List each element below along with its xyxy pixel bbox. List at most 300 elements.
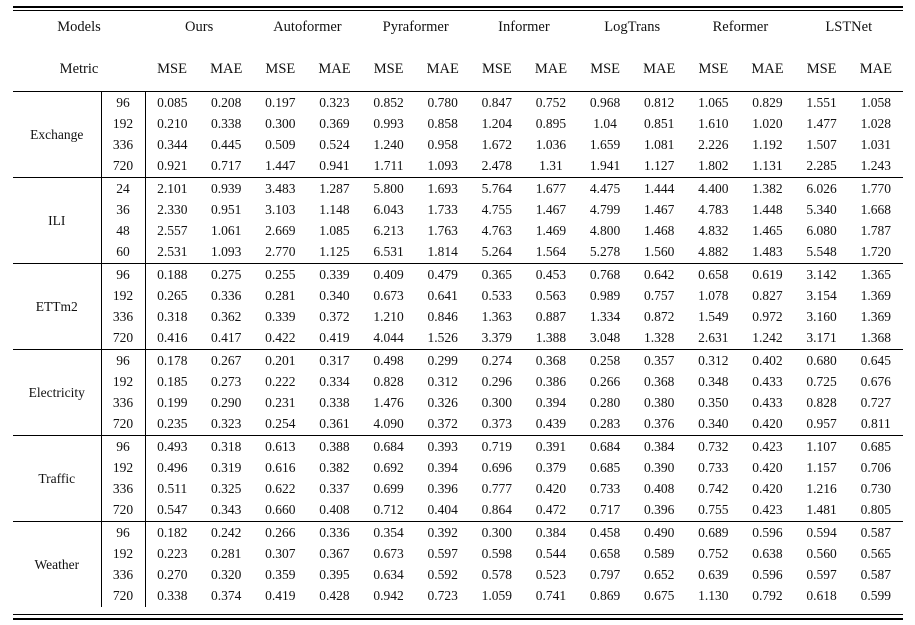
value-cell: 0.578 [481,567,513,583]
value-cell: 0.296 [481,373,513,389]
value-cell: 1.814 [427,244,458,260]
horizon-cell: 336 [101,393,145,414]
value-cell: 0.380 [644,395,675,411]
value-cell-ours: 2.101 [145,178,199,200]
value-cell: 0.565 [860,545,892,561]
value-cell-ours: 0.267 [199,350,253,372]
value-cell: 0.660 [265,502,296,518]
value-cell: 0.851 [644,115,675,131]
value-cell: 1.334 [589,309,621,325]
value-cell: 0.420 [752,416,783,432]
value-cell: 0.872 [644,309,675,325]
value-cell: 1.192 [752,137,783,153]
value-cell: 1.369 [860,287,892,303]
value-cell: 1.382 [740,178,794,200]
value-cell: 0.392 [416,522,470,544]
value-cell: 1.240 [373,137,404,153]
table-row [13,242,903,264]
value-cell: 0.419 [319,330,350,346]
value-cell: 0.420 [535,481,567,497]
value-cell-ours: 0.281 [211,545,242,561]
value-cell: 0.719 [470,436,524,458]
value-cell: 1.469 [535,223,567,239]
table-row [13,221,903,242]
value-cell: 0.307 [265,545,296,561]
value-cell: 0.382 [319,459,350,475]
value-cell: 0.587 [849,522,903,544]
value-cell-ours: 0.336 [211,287,242,303]
value-cell: 0.258 [578,350,632,372]
value-cell: 1.941 [589,158,621,174]
value-cell: 0.887 [535,309,567,325]
value-cell: 0.993 [373,115,404,131]
value-cell: 0.592 [427,567,458,583]
value-cell: 6.026 [795,178,849,200]
value-cell: 0.589 [644,545,675,561]
value-cell-ours: 0.182 [145,522,199,544]
value-cell: 0.676 [860,373,892,389]
value-cell: 1.770 [849,178,903,200]
table-row [13,285,903,306]
value-cell: 0.357 [632,350,686,372]
value-cell: 1.058 [849,92,903,114]
value-cell: 0.386 [535,373,567,389]
table-row [13,307,903,328]
value-cell: 0.599 [860,588,892,604]
value-cell: 0.433 [752,395,783,411]
value-cell: 3.379 [481,330,513,346]
value-cell: 0.490 [632,522,686,544]
value-cell: 0.419 [265,588,296,604]
horizon-cell: 192 [101,457,145,478]
value-cell: 0.365 [470,264,524,286]
value-cell: 4.475 [578,178,632,200]
metric-mae: MAE [849,48,903,92]
value-cell: 0.689 [686,522,740,544]
value-cell: 3.171 [806,330,837,346]
value-cell: 0.941 [319,158,350,174]
value-cell: 6.531 [373,244,404,260]
value-cell: 5.264 [481,244,513,260]
value-cell: 0.597 [427,545,458,561]
value-cell: 1.551 [795,92,849,114]
value-cell: 1.465 [752,223,783,239]
value-cell: 0.359 [265,567,296,583]
value-cell: 0.420 [752,481,783,497]
value-cell: 0.598 [481,545,513,561]
value-cell: 0.372 [319,309,350,325]
value-cell-ours: 0.547 [157,502,188,518]
dataset-label: Exchange [13,92,101,178]
value-cell: 1.659 [589,137,621,153]
value-cell-ours: 0.323 [211,416,242,432]
value-cell: 0.712 [373,502,404,518]
bottom-rule [13,618,903,620]
value-cell: 1.733 [427,201,458,217]
value-cell: 1.560 [644,244,675,260]
value-cell-ours: 0.185 [157,373,188,389]
horizon-cell: 192 [101,113,145,134]
value-cell: 1.476 [373,395,404,411]
value-cell: 1.020 [752,115,783,131]
metric-mae: MAE [740,48,794,92]
dataset-label: Weather [13,522,101,608]
value-cell: 4.044 [373,330,404,346]
value-cell: 0.384 [524,522,578,544]
value-cell: 1.243 [860,158,892,174]
value-cell-ours: 0.208 [199,92,253,114]
table-row [13,586,903,607]
value-cell: 1.31 [539,158,563,174]
value-cell: 0.458 [578,522,632,544]
value-cell: 0.201 [253,350,307,372]
value-cell-ours: 0.319 [211,459,242,475]
value-cell: 0.498 [362,350,416,372]
metric-mse: MSE [795,48,849,92]
value-cell-ours: 0.188 [145,264,199,286]
horizon-cell: 192 [101,371,145,392]
horizon-cell: 192 [101,285,145,306]
table-row [13,156,903,178]
value-cell: 0.639 [698,567,729,583]
value-cell: 3.048 [589,330,621,346]
value-cell: 0.394 [427,459,458,475]
value-cell-ours: 0.493 [145,436,199,458]
value-cell: 4.763 [481,223,513,239]
horizon-cell: 192 [101,543,145,564]
value-cell: 5.548 [806,244,837,260]
value-cell-ours: 0.374 [211,588,242,604]
value-cell: 1.388 [535,330,567,346]
value-cell: 1.711 [373,158,404,174]
value-cell: 4.755 [481,201,513,217]
value-cell: 0.524 [319,137,350,153]
value-cell: 0.350 [698,395,729,411]
value-cell: 1.468 [644,223,675,239]
value-cell: 1.028 [860,115,892,131]
table-row [13,500,903,522]
table-row [13,264,903,286]
value-cell: 1.483 [752,244,783,260]
value-cell-ours: 0.445 [211,137,242,153]
value-cell: 0.812 [632,92,686,114]
value-cell: 1.04 [593,115,617,131]
value-cell: 1.672 [481,137,513,153]
value-cell: 0.339 [265,309,296,325]
horizon-cell: 36 [101,199,145,220]
value-cell: 0.658 [686,264,740,286]
value-cell: 2.285 [806,158,837,174]
model-lstnet: LSTNet [825,18,873,35]
metric-mse: MSE [253,48,307,92]
value-cell-ours: 0.496 [157,459,188,475]
results-table [13,6,903,607]
value-cell: 0.423 [740,436,794,458]
value-cell-ours: 0.275 [199,264,253,286]
value-cell-ours: 0.235 [157,416,188,432]
value-cell: 0.827 [752,287,783,303]
value-cell: 4.832 [698,223,729,239]
value-cell: 0.222 [265,373,296,389]
table-row [13,436,903,458]
horizon-cell: 48 [101,221,145,242]
value-cell: 0.231 [265,395,296,411]
horizon-cell: 336 [101,565,145,586]
table-row [13,113,903,134]
value-cell: 0.394 [535,395,567,411]
value-cell: 0.596 [740,522,794,544]
value-cell-ours: 0.318 [199,436,253,458]
value-cell: 0.368 [644,373,675,389]
value-cell-ours: 0.242 [199,522,253,544]
value-cell: 1.677 [524,178,578,200]
value-cell: 3.142 [795,264,849,286]
value-cell-ours: 0.416 [157,330,188,346]
value-cell: 0.777 [481,481,513,497]
horizon-cell: 96 [101,436,145,458]
metric-mse: MSE [470,48,524,92]
horizon-cell: 336 [101,135,145,156]
value-cell: 5.800 [362,178,416,200]
value-cell: 0.652 [644,567,675,583]
value-cell: 0.367 [319,545,350,561]
value-cell: 0.596 [752,567,783,583]
horizon-cell: 96 [101,92,145,114]
value-cell: 0.283 [589,416,621,432]
value-cell: 1.526 [427,330,458,346]
value-cell: 0.563 [535,287,567,303]
value-cell: 0.642 [632,264,686,286]
value-cell: 0.645 [849,350,903,372]
value-cell: 1.127 [644,158,675,174]
value-cell: 0.422 [265,330,296,346]
value-cell: 1.157 [806,459,837,475]
model-reformer: Reformer [712,18,769,35]
table-row [13,92,903,114]
value-cell: 1.131 [752,158,783,174]
value-cell: 0.348 [698,373,729,389]
value-cell-ours: 0.210 [157,115,188,131]
value-cell-ours: 2.531 [157,244,188,260]
value-cell: 0.733 [589,481,621,497]
value-cell-ours: 0.270 [157,567,188,583]
table-row [13,457,903,478]
table-row [13,522,903,544]
value-cell-ours: 0.320 [211,567,242,583]
value-cell: 0.472 [535,502,567,518]
value-cell: 3.160 [806,309,837,325]
value-cell: 0.619 [740,264,794,286]
table-row [13,414,903,436]
value-cell: 0.408 [644,481,675,497]
value-cell: 0.696 [481,459,513,475]
value-cell: 0.972 [752,309,783,325]
value-cell: 0.805 [860,502,892,518]
value-cell: 0.428 [319,588,350,604]
value-cell-ours: 0.178 [145,350,199,372]
value-cell: 0.895 [535,115,567,131]
value-cell: 0.752 [698,545,729,561]
value-cell: 0.730 [860,481,892,497]
value-cell-ours: 0.417 [211,330,242,346]
value-cell: 0.254 [265,416,296,432]
horizon-cell: 720 [101,156,145,178]
value-cell: 1.481 [806,502,837,518]
value-cell: 0.384 [632,436,686,458]
value-cell: 1.467 [644,201,675,217]
horizon-cell: 336 [101,479,145,500]
value-cell: 1.368 [860,330,892,346]
value-cell: 0.336 [307,522,361,544]
value-cell: 0.274 [470,350,524,372]
value-cell: 1.467 [535,201,567,217]
value-cell-ours: 0.717 [211,158,242,174]
table-row [13,350,903,372]
value-cell: 0.420 [752,459,783,475]
value-cell: 0.373 [481,416,513,432]
horizon-cell: 96 [101,264,145,286]
value-cell: 0.300 [470,522,524,544]
value-cell: 0.958 [427,137,458,153]
value-cell: 0.742 [698,481,729,497]
value-cell: 0.337 [319,481,350,497]
value-cell: 0.968 [578,92,632,114]
value-cell: 0.312 [686,350,740,372]
value-cell-ours: 0.318 [157,309,188,325]
value-cell: 0.727 [860,395,892,411]
value-cell: 1.369 [860,309,892,325]
model-logtrans: LogTrans [604,18,661,35]
value-cell-ours: 0.273 [211,373,242,389]
value-cell: 0.858 [427,115,458,131]
value-cell: 0.300 [481,395,513,411]
value-cell: 0.266 [253,522,307,544]
value-cell: 1.242 [752,330,783,346]
value-cell: 0.684 [362,436,416,458]
value-cell: 0.757 [644,287,675,303]
value-cell: 0.733 [698,459,729,475]
value-cell: 0.453 [524,264,578,286]
value-cell-ours: 0.921 [157,158,188,174]
value-cell: 0.680 [795,350,849,372]
value-cell: 5.278 [589,244,621,260]
value-cell: 0.732 [686,436,740,458]
value-cell: 2.631 [698,330,729,346]
value-cell: 4.800 [589,223,621,239]
value-cell: 2.226 [698,137,729,153]
value-cell-ours: 0.362 [211,309,242,325]
value-cell: 0.402 [740,350,794,372]
value-cell: 0.699 [373,481,404,497]
metric-mse: MSE [578,48,632,92]
value-cell: 0.281 [265,287,296,303]
value-cell: 0.317 [307,350,361,372]
value-cell: 6.080 [806,223,837,239]
value-cell: 1.507 [806,137,837,153]
value-cell-ours: 0.290 [211,395,242,411]
value-cell-ours: 0.265 [157,287,188,303]
value-cell: 0.634 [373,567,404,583]
value-cell: 1.444 [632,178,686,200]
table-row [13,393,903,414]
value-cell: 0.684 [578,436,632,458]
value-cell: 0.280 [589,395,621,411]
value-cell-ours: 0.344 [157,137,188,153]
value-cell: 0.391 [524,436,578,458]
table-row [13,178,903,200]
value-cell: 2.478 [481,158,513,174]
table-body [13,92,903,608]
value-cell: 0.685 [849,436,903,458]
value-cell: 0.829 [740,92,794,114]
horizon-cell: 96 [101,522,145,544]
value-cell: 0.197 [253,92,307,114]
value-cell: 0.638 [752,545,783,561]
value-cell: 0.323 [307,92,361,114]
value-cell: 1.085 [319,223,350,239]
value-cell: 1.059 [481,588,513,604]
models-label: Models [57,18,101,35]
value-cell: 0.340 [698,416,729,432]
value-cell: 1.447 [265,158,296,174]
value-cell-ours: 0.951 [211,201,242,217]
model-autoformer: Autoformer [273,18,342,35]
value-cell: 0.334 [319,373,350,389]
value-cell: 1.564 [535,244,567,260]
value-cell: 0.312 [427,373,458,389]
value-cell: 0.368 [524,350,578,372]
value-cell: 0.864 [481,502,513,518]
value-cell: 0.439 [535,416,567,432]
horizon-cell: 720 [101,586,145,607]
value-cell: 6.043 [373,201,404,217]
table-row [13,199,903,220]
value-cell: 1.549 [698,309,729,325]
metric-mae: MAE [199,48,253,92]
metric-mae: MAE [307,48,361,92]
metric-mse: MSE [145,48,199,92]
value-cell: 0.396 [427,481,458,497]
value-cell: 1.031 [860,137,892,153]
metric-mae: MAE [632,48,686,92]
metric-mae: MAE [524,48,578,92]
value-cell: 0.641 [427,287,458,303]
value-cell: 0.376 [644,416,675,432]
value-cell: 0.300 [265,115,296,131]
value-cell: 4.783 [698,201,729,217]
value-cell: 0.852 [362,92,416,114]
value-cell: 0.869 [589,588,621,604]
value-cell: 0.828 [806,395,837,411]
value-cell: 0.597 [806,567,837,583]
value-cell: 1.130 [698,588,729,604]
value-cell: 0.797 [589,567,621,583]
value-cell: 0.942 [373,588,404,604]
value-cell-ours: 0.199 [157,395,188,411]
value-cell: 0.395 [319,567,350,583]
value-cell: 1.287 [307,178,361,200]
value-cell: 1.148 [319,201,350,217]
value-cell: 1.668 [860,201,892,217]
metric-mse: MSE [686,48,740,92]
value-cell: 0.587 [860,567,892,583]
value-cell: 0.266 [589,373,621,389]
value-cell: 0.989 [589,287,621,303]
value-cell: 0.523 [535,567,567,583]
value-cell-ours: 1.093 [211,244,242,260]
value-cell: 0.379 [535,459,567,475]
table-row [13,565,903,586]
